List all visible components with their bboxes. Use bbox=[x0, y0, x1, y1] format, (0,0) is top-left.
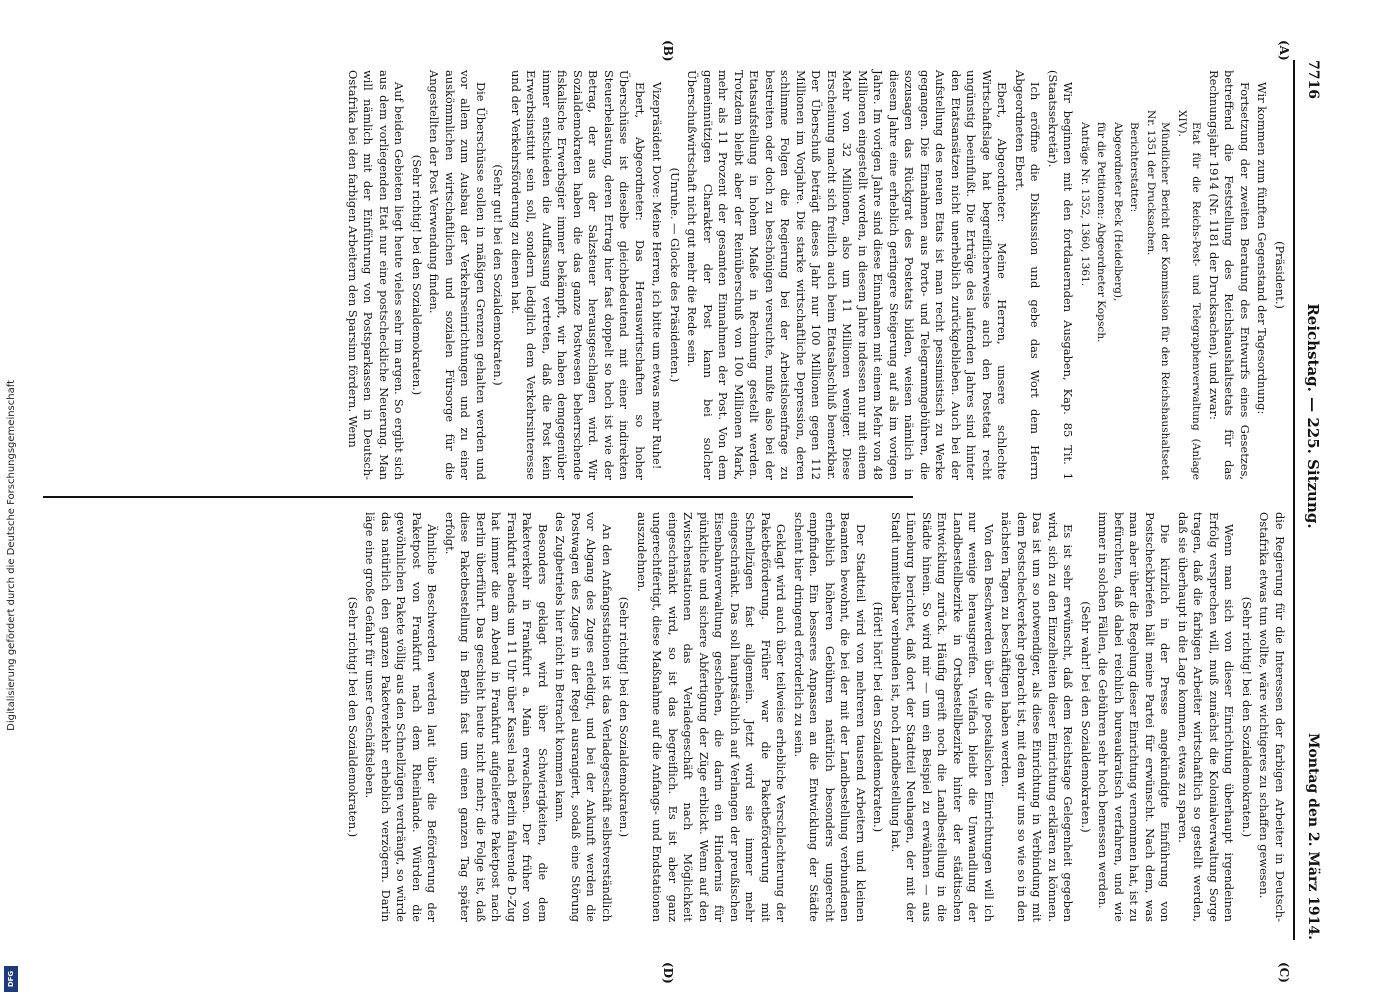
paragraph: Besonders geklagt wird über Schwierigkeiten, die dem Paketverkehr in Frankfurt a. Main erwachsen. Der früher von Frankfurt abends um 11 Uhr über Kassel nach Berlin fahrende D-Zug hat immer die am Abend in Frankfurt aufgelieferte Paketpost nach Berlin überführt. Das geschieht heute nicht mehr; die Folge ist, daß diese Paketbestellung in Berlin fast um einen ganzen Tag später erfolgt. bbox=[443, 512, 550, 922]
session-date: Montag den 2. März 1914. bbox=[1305, 732, 1321, 940]
paragraph: (Sehr richtig! bei den Sozialdemokraten.) bbox=[346, 596, 360, 838]
margin-marker-c: (C) bbox=[1277, 962, 1291, 983]
paragraph: (Unruhe. — Glocke des Präsidenten.) bbox=[668, 167, 682, 383]
paragraph: Wenn man sich von dieser Einrichtung überhaupt irgendeinen Erfolg versprechen will, muß zunächst die Kolonialverwaltung Sorge tragen, daß die farbigen Arbeiter wirtschaftlich so gestellt werden, daß sie überhaupt in die Lage kommen, etwas zu sparen. bbox=[1176, 512, 1237, 922]
paragraph: Berichterstatter: bbox=[1128, 122, 1141, 213]
paragraph: Fortsetzung der zweiten Beratung des Entwurfs eines Gesetzes, betreffend die Feststellung des Reichshaushaltsetats für das Rechnungsjahr 1914 (Nr. 1181 der Drucksachen), und zwar: bbox=[1207, 70, 1252, 480]
paragraph: An den Anfangsstationen ist das Verladegeschäft selbstverständlich vor Abgang des Zuges erledigt, und bei der Ankunft werden die Postwagen des Zuges in der Regel ausrangiert, sodaß eine Störung des Zugbetriebs hier nicht in Betracht kommen kann. bbox=[553, 512, 614, 922]
digitization-note: Digitalisierung gefördert durch die Deutsche Forschungsgemeinschaft bbox=[6, 380, 17, 731]
paragraph: (Sehr wahr! bei den Sozialdemokraten.) bbox=[1079, 601, 1093, 833]
paragraph: Vizepräsident Dove: Meine Herren, ich bitte um etwas mehr Ruhe! bbox=[650, 82, 665, 470]
paragraph: Geklagt wird auch über teilweise erhebliche Verschlechterung der Paketbeförderung. Früher war die Paketbeförderung mit Schnellzügen fast allgemein. Jetzt wird sie immer mehr eingeschränkt. Das soll hauptsächlich auf Verlangen der preußischen Eisenbahnverwaltung geschehen, die darin ein Hindernis für pünktliche und sichere Abfertigung der Züge erblickt. Wenn auf den Zwischenstationen das Verladegeschäft nach Möglichkeit eingeschränkt wird, so ist das begreiflich. Es ist aber ganz ungerechtfertigt, diese Maßnahme auf die Anfangs- und Endstationen auszudehnen. bbox=[635, 512, 789, 922]
paragraph: Abgeordneter Beck (Heidelberg), bbox=[1112, 122, 1124, 302]
paragraph: Die kürzlich in der Presse angekündigte Einführung von Postscheckbriefen hält meine Partei für erwünscht. Nach dem, was man aber über die Regelung dieser Einrichtung vernommen hat, ist zu befürchten, daß dabei reichlich bureaukratisch verfahren, und wie immer in solchen Fällen, die Gebühren sehr hoch bemessen werden. bbox=[1096, 512, 1173, 922]
paragraph: Der Stadtteil wird von mehreren tausend Arbeitern und kleinen Beamten bewohnt, die bei der mit der Landbestellung verbundenen erheblich höheren Gebühren natürlich besonders ungerecht empfinden. Ein besseres Anpassen an die Entwicklung der Städte scheint hier dringend erforderlich zu sein. bbox=[792, 512, 868, 922]
right-column bbox=[343, 512, 1288, 922]
paragraph: (Präsident.) bbox=[1273, 241, 1287, 309]
paragraph: (Sehr richtig! bei den Sozialdemokraten.) bbox=[410, 154, 424, 396]
paragraph: Von den Beschwerden über die postalischen Einrichtungen will ich nur wenige herausgreifen. Vielfach bleibt die Umwandlung der Landbestellbezirke in Ortsbestellbezirke hinter der städtischen Entwicklung zurück. Häufig greift noch die Landbestellung in die Städte hinein. So wird mir — um ein Beispiel zu erwähnen — aus Lüneburg berichtet, daß dort der Stadtteil Neuhagen, der mit der Stadt unmittelbar verbunden ist, noch Landbestellung hat. bbox=[889, 512, 996, 922]
paragraph: Wir kommen zum fünften Gegenstand der Tagesordnung: bbox=[1255, 82, 1270, 415]
paragraph: Etat für die Reichs-Post- und Telegraphenverwaltung (Anlage XIV). bbox=[1176, 110, 1203, 480]
dfg-logo bbox=[4, 966, 18, 992]
paragraph: Auf beiden Gebieten liegt heute vieles sehr im argen. So ergibt sich aus dem vorliegenden Etat nur eine postscheckliche Neuerung. Man will nämlich mit der Einführung von Postsparkassen in Deutsch-Ostafrika bei den farbigen Arbeitern den Sparsinn fördern. Wenn bbox=[346, 70, 407, 480]
paragraph: (Sehr richtig! bei den Sozialdemokraten.) bbox=[1240, 596, 1254, 838]
page-header bbox=[1301, 60, 1325, 940]
paragraph: Ähnliche Beschwerden werden laut über die Beförderung der Paketpost von Frankfurt nach dem Rheinlande. Würden die gewöhnlichen Pakete völlig aus den Schnellzügen verdrängt, so würde das natürlich den ganzen Paketverkehr erheblich verzögern. Darin läge eine große Gefahr für unser Geschäftsleben. bbox=[363, 512, 440, 922]
paragraph: Ebert, Abgeordneter: Meine Herren, unsere schlechte Wirtschaftslage hat begreiflicherweise auch den Postetat recht ungünstig beeinflußt. Die Erträge des laufenden Jahres sind hinter den Etatsansätzen nicht unerheblich zurückgeblieben. Auch bei der Aufstellung des neuen Etats ist man recht pessimistisch zu Werke gegangen. Die Einnahmen aus Porto- und Telegrammgebühren, die sozusagen das Rückgrat des Postetats bilden, weisen nämlich in diesem Jahre eine erheblich geringere Steigerung auf als im vorigen Jahre. Im vorigen Jahre sind diese Einnahmen mit einem Mehr von 48 Millionen eingestellt worden, in diesem Jahre indessen nur mit einem Mehr von 32 Millionen, also um 11 Millionen weniger. Diese Erscheinung macht sich freilich auch beim Etatsabschluß bemerkbar. Der Überschuß beträgt dieses Jahr nur 100 Millionen gegen 112 Millionen im Vorjahre. Die starke wirtschaftliche Depression, deren schlimme Folgen die Regierung bei der Arbeitslosenfrage zu bestreiten oder doch zu beschönigen versuchte, mußte also bei der Etatsaufstellung in hohem Maße in Rechnung gestellt werden. Trotzdem bleibt aber der Reinüberschuß von 100 Millionen Mark, mehr als 11 Prozent der gesamten Einnahmen der Post. Von dem gemeinnützigen Charakter der Post kann bei solcher Überschußwirtschaft nicht gut mehr die Rede sein. bbox=[685, 70, 1010, 480]
paragraph: (Sehr gut! bei den Sozialdemokraten.) bbox=[491, 164, 506, 386]
margin-marker-a: (A) bbox=[1277, 40, 1291, 61]
page-number: 7716 bbox=[1305, 60, 1321, 99]
margin-marker-d: (D) bbox=[661, 962, 675, 984]
paragraph: Anträge Nr. 1352, 1360, 1361. bbox=[1079, 122, 1091, 287]
dfg-logo-text: DFG bbox=[7, 970, 15, 988]
paragraph: Wir beginnen mit den fortdauernden Ausgaben, Kap. 85 Tit. 1 (Staatssekretär). bbox=[1046, 70, 1076, 480]
paragraph: die Regierung für die Interessen der farbigen Arbeiter in Deutsch-Ostafrika etwas tun wollte, wäre wichtigeres zu schaffen gewesen. bbox=[1257, 512, 1287, 922]
left-column bbox=[343, 70, 1288, 480]
margin-marker-b: (B) bbox=[661, 40, 675, 62]
paragraph: für die Petitionen: Abgeordneter Kopsch. bbox=[1095, 122, 1108, 343]
paragraph: Ich eröffne die Diskussion und gebe das Wort dem Herrn Abgeordneten Ebert. bbox=[1013, 70, 1043, 480]
column-divider bbox=[43, 496, 913, 498]
paragraph: Die Überschüsse sollen in mäßigen Grenzen gehalten werden und vor allem zum Ausbau der Verkehrseinrichtungen und zu einer auskömmlichen wirtschaftlichen und sozialen Fürsorge für die Angestellten der Post Verwendung finden. bbox=[427, 70, 488, 480]
session-title: Reichstag. — 225. Sitzung. bbox=[1304, 303, 1322, 529]
paragraph: Ebert, Abgeordneter: Das Herauswirtschaften so hoher Überschüsse ist dieselbe gleichbedeutend mit einer indirekten Steuerbelastung, deren Ertrag hier fast doppelt so hoch ist wie der Betrag, der aus der Salzsteuer herausgeschlagen wird. Wir Sozialdemokraten haben die das ganze Postwesen beherrschende fiskalische Erwerbsgier immer bekämpft, wir haben demgegenüber immer entschieden die Auffassung vertreten, daß die Post kein Erwerbsinstitut sein soll, sondern lediglich dem Verkehrsinteresse und der Verkehrsförderung zu dienen hat. bbox=[509, 70, 647, 480]
paragraph: Mündlicher Bericht der Kommission für den Reichshaushaltsetat Nr. 1351 der Drucksachen. bbox=[1145, 110, 1172, 480]
paragraph: (Hört! hört! bei den Sozialdemokraten.) bbox=[871, 601, 886, 833]
header-rule bbox=[1293, 60, 1295, 940]
paragraph: Es ist sehr erwünscht, daß dem Reichstage Gelegenheit gegeben wird, sich zu den Einzelheiten dieser Einrichtung erklären zu können. Das ist um so notwendiger, als diese Einrichtung in Verbindung mit dem Postscheckverkehr gebracht ist, mit dem wir uns so wie so in den nächsten Tagen zu beschäftigen haben werden. bbox=[999, 512, 1076, 922]
paragraph: (Sehr richtig! bei den Sozialdemokraten.) bbox=[617, 596, 632, 838]
